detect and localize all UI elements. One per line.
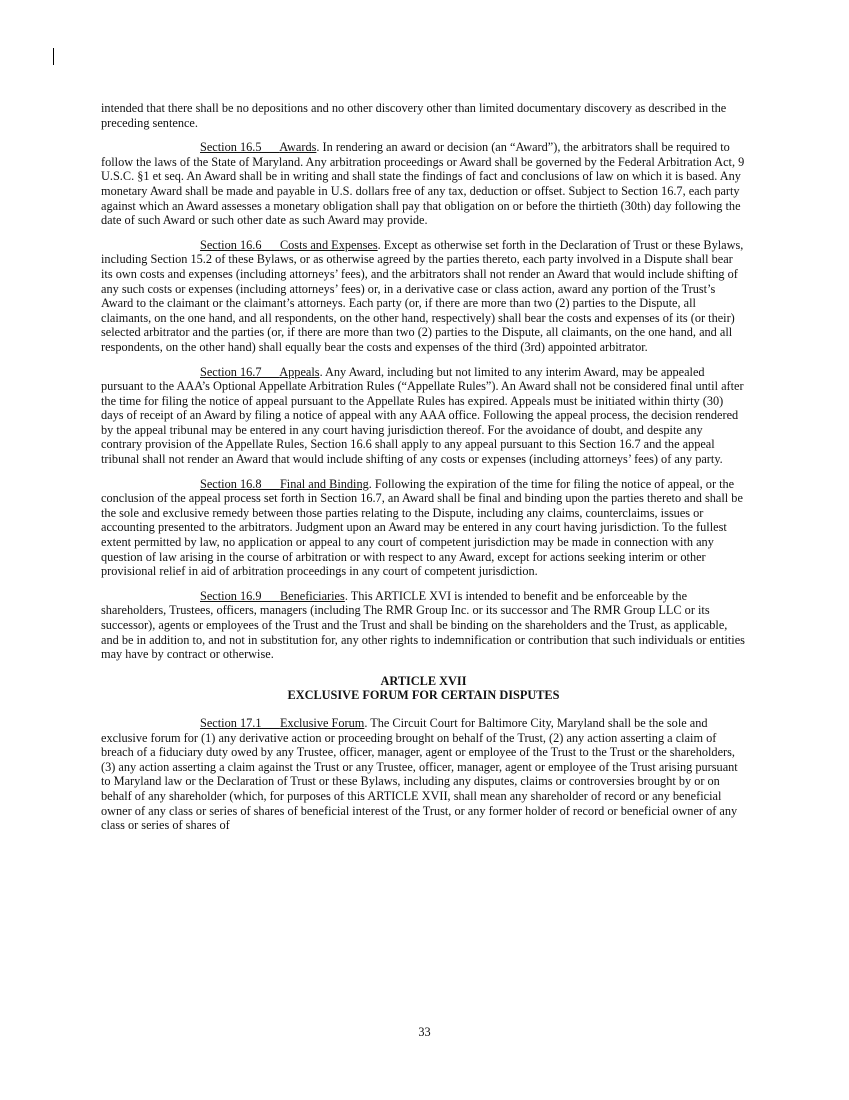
article-number: ARTICLE XVII bbox=[380, 673, 467, 688]
section-16-5 bbox=[101, 140, 746, 228]
document-body bbox=[101, 101, 746, 843]
section-16-8 bbox=[101, 477, 746, 579]
section-number: Section 16.6 bbox=[200, 237, 262, 252]
section-16-7 bbox=[101, 365, 746, 467]
section-text: . In rendering an award or decision (an “Award”), the arbitrators shall be required to follow the laws of the State of Maryland. Any arbitration proceedings or Award shall be governed by the Federal Arbitration Act, 9 U.S.C. §1 et seq. An Award shall be in writing and shall state the findings of fact and conclusions of law on which it is based. Any monetary Award shall be made and payable in U.S. dollars free of any tax, deduction or offset. Subject to Section 16.7, each party against which an Award assesses a monetary obligation shall pay that obligation on or before the thirtieth (30th) day following the date of such Award or such other date as such Award may provide. bbox=[101, 140, 745, 228]
section-text: . The Circuit Court for Baltimore City, Maryland shall be the sole and exclusive forum for (1) any derivative action or proceeding brought on behalf of the Trust, (2) any action asserting a claim of breach of a fiduciary duty owed by any Trustee, officer, manager, agent or employee of the Trust to the Trust or the shareholders, (3) any action asserting a claim against the Trust or any Trustee, officer, manager, agent or employee of the Trust arising pursuant to Maryland law or the Declaration of Trust or these Bylaws, including any disputes, claims or controversies brought by or on behalf of any shareholder (which, for purposes of this ARTICLE XVII, shall mean any shareholder of record or any beneficial owner of any class or series of shares of beneficial interest of the Trust, or any former holder of record or beneficial owner of any class or series of shares of bbox=[101, 715, 738, 833]
section-title: Final and Binding bbox=[279, 476, 369, 491]
section-16-9 bbox=[101, 589, 746, 662]
page-number: 33 bbox=[418, 1025, 431, 1039]
section-text: . This ARTICLE XVI is intended to benefit and be enforceable by the shareholders, Trustees, officers, managers (including The RMR Group Inc. or its successor and The RMR Group LLC or its successor), agents or employees of the Trust and the Trust and shall be binding on the shareholders and the Trust, as applicable, and be in addition to, and not in substitution for, any other rights to indemnification or contribution that such individuals or entities may have by contract or otherwise. bbox=[101, 588, 745, 662]
section-title: Exclusive Forum bbox=[279, 715, 365, 730]
section-number: Section 16.9 bbox=[200, 588, 262, 603]
section-number: Section 17.1 bbox=[200, 715, 262, 730]
section-title: Awards bbox=[279, 140, 317, 155]
section-text: . Except as otherwise set forth in the Declaration of Trust or these Bylaws, including Section 15.2 of these Bylaws, or as otherwise agreed by the parties thereto, each party involved in a Dispute shall bear its own costs and expenses (including attorneys’ fees), and the arbitrators shall not render an Award that would include shifting of any such costs or expenses (including attorneys’ fees) or, in a derivative case or class action, award any portion of the Trust’s Award to the claimant or the claimant’s attorneys. Each party (or, if there are more than two (2) parties to the Dispute, all claimants, on the one hand, and all respondents, on the other hand, respectively) shall bear the costs and expenses of its (or their) selected arbitrator and the parties (or, if there are more than two (2) parties to the Dispute, all claimants, on the one hand, and all respondents, on the other hand) shall equally bear the costs and expenses of the third (3rd) appointed arbitrator. bbox=[101, 237, 744, 354]
section-16-6 bbox=[101, 238, 746, 355]
section-number: Section 16.7 bbox=[200, 364, 262, 379]
section-number: Section 16.5 bbox=[200, 140, 262, 155]
revision-bar bbox=[53, 48, 54, 65]
article-heading bbox=[101, 674, 746, 703]
continuation-paragraph: intended that there shall be no depositions and no other discovery other than limited documentary discovery as described in the preceding sentence. bbox=[101, 101, 727, 130]
section-17-1 bbox=[101, 716, 746, 833]
article-title: EXCLUSIVE FORUM FOR CERTAIN DISPUTES bbox=[287, 688, 560, 703]
section-text: . Any Award, including but not limited to any interim Award, may be appealed pursuant to the AAA’s Optional Appellate Arbitration Rules (“Appellate Rules”). An Award shall not be considered final until after the time for filing the notice of appeal pursuant to the Appellate Rules has expired. Appeals must be initiated within thirty (30) days of receipt of an Award by filing a notice of appeal with any AAA office. Following the appeal process, the decision rendered by the appeal tribunal may be entered in any court having jurisdiction thereof. For the avoidance of doubt, and despite any contrary provision of the Appellate Rules, Section 16.6 shall apply to any appeal pursuant to this Section 16.7 and the appeal tribunal shall not render an Award that would include shifting of any costs or expenses (including attorneys’ fees) of any party. bbox=[101, 364, 744, 467]
section-title: Appeals bbox=[279, 364, 320, 379]
section-title: Costs and Expenses bbox=[279, 237, 378, 252]
section-text: . Following the expiration of the time for filing the notice of appeal, or the conclusion of the appeal process set forth in Section 16.7, an Award shall be final and binding upon the parties thereto and shall be the sole and exclusive remedy between those parties relating to the Dispute, including any claims, counterclaims, issues or accounting presented to the arbitrators. Judgment upon an Award may be entered in any court having jurisdiction. To the fullest extent permitted by law, no application or appeal to any court of competent jurisdiction may be made in connection with any question of law arising in the course of arbitration or with respect to any Award, except for actions seeking interim or other provisional relief in aid of arbitration proceedings in any court of competent jurisdiction. bbox=[101, 476, 743, 579]
section-number: Section 16.8 bbox=[200, 476, 262, 491]
section-title: Beneficiaries bbox=[279, 588, 345, 603]
